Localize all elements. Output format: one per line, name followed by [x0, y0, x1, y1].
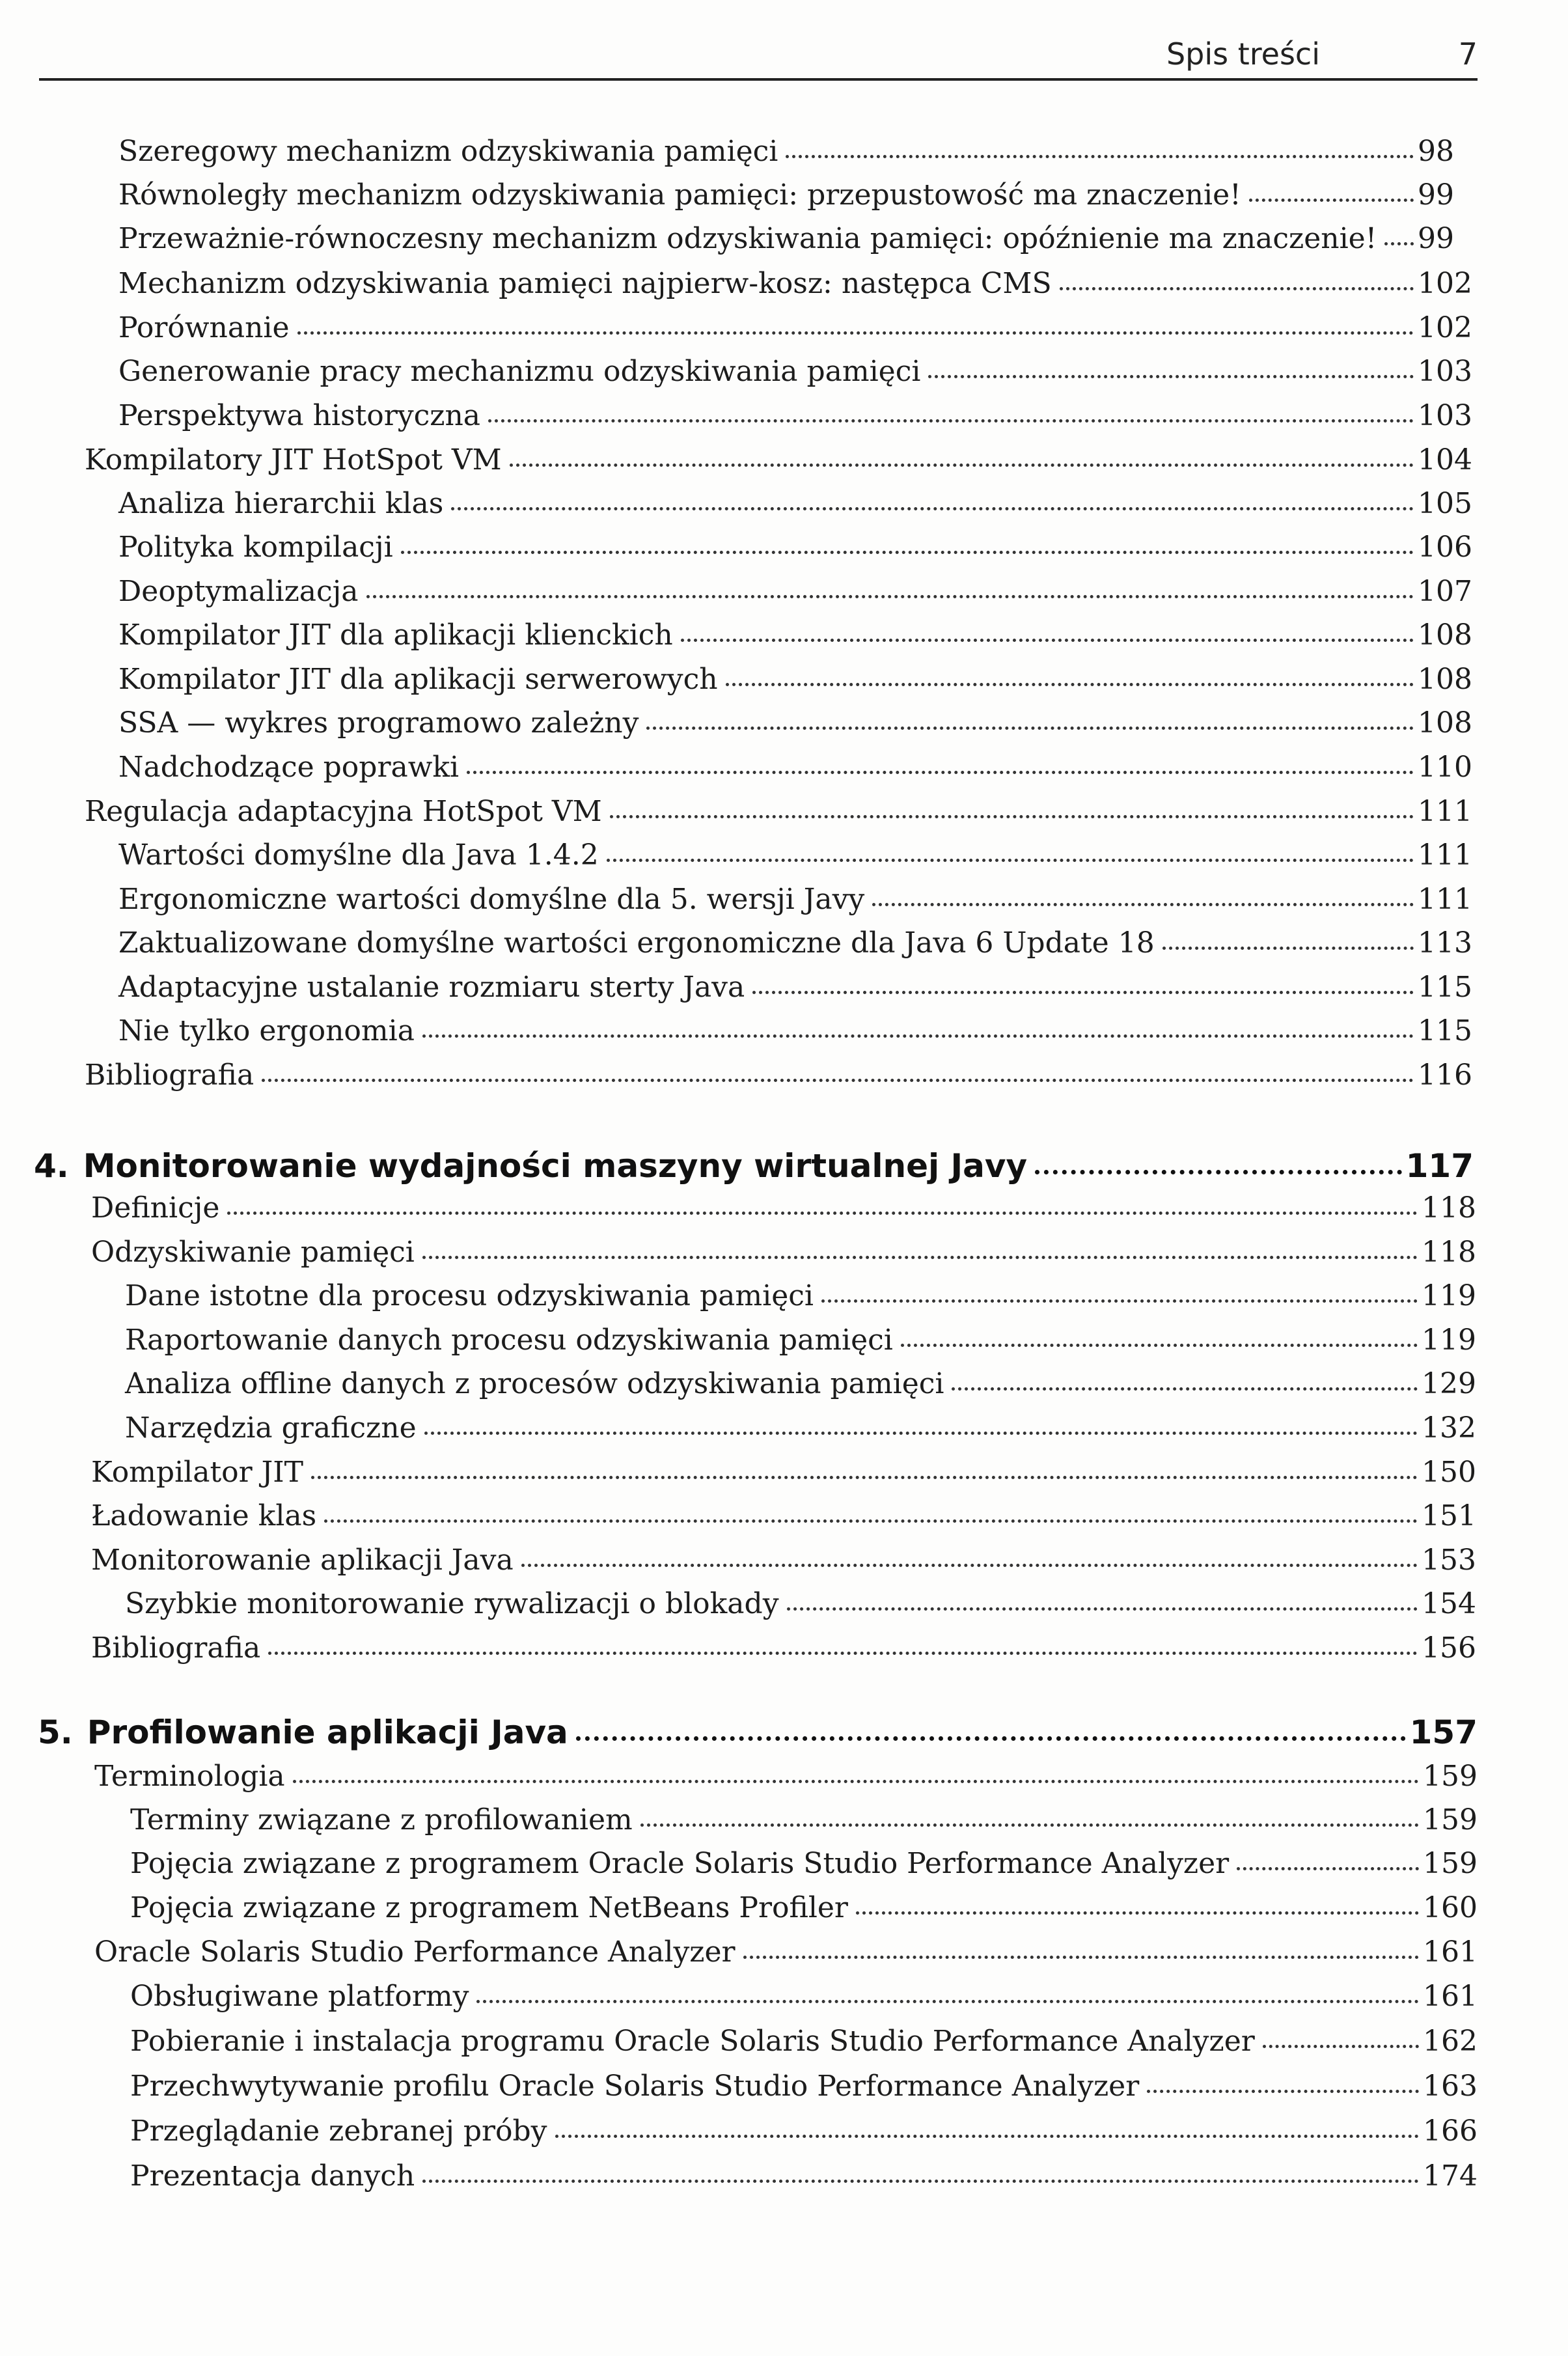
toc-entry[interactable] — [118, 883, 1472, 916]
dot-leader — [786, 148, 1414, 158]
dot-leader — [752, 984, 1414, 994]
chapter-page: 117 — [1405, 1147, 1474, 1185]
toc-entry-page: 163 — [1423, 2070, 1478, 2103]
toc-entry-title: Kompilatory JIT HotSpot VM — [85, 443, 502, 477]
toc-entry-title: Prezentacja danych — [130, 2159, 415, 2193]
toc-entry-page: 113 — [1418, 926, 1472, 960]
toc-entry-title: Kompilator JIT dla aplikacji serwerowych — [118, 663, 718, 696]
dot-leader — [422, 1249, 1418, 1259]
toc-entry-title: Przechwytywanie profilu Oracle Solaris Studio Performance Analyzer — [130, 2070, 1140, 2103]
dot-leader — [510, 457, 1414, 467]
toc-entry-page: 103 — [1418, 399, 1472, 432]
dot-leader — [952, 1381, 1418, 1391]
toc-entry[interactable] — [118, 355, 1472, 388]
toc-entry-page: 174 — [1423, 2159, 1478, 2193]
toc-entry-title: Analiza hierarchii klas — [118, 487, 444, 520]
toc-entry-title: Bibliografia — [85, 1059, 254, 1092]
dot-leader — [324, 1513, 1418, 1523]
toc-entry[interactable] — [130, 2114, 1478, 2148]
toc-entry[interactable] — [118, 838, 1472, 872]
dot-leader — [1147, 2083, 1419, 2093]
dot-leader — [1249, 192, 1414, 202]
dot-leader — [1384, 236, 1414, 245]
dot-leader — [1060, 281, 1414, 290]
dot-leader — [297, 325, 1414, 335]
toc-entry-page: 118 — [1422, 1236, 1476, 1269]
toc-entry[interactable] — [130, 1847, 1478, 1880]
toc-entry-page: 108 — [1418, 706, 1472, 740]
dot-leader — [424, 1425, 1418, 1435]
toc-entry[interactable] — [85, 795, 1472, 828]
dot-leader — [488, 413, 1414, 423]
toc-entry-page: 107 — [1418, 575, 1472, 608]
toc-entry[interactable] — [130, 1891, 1478, 1924]
dot-leader — [787, 1601, 1418, 1611]
chapter-number: 4. — [34, 1147, 69, 1185]
toc-entry-title: Oracle Solaris Studio Performance Analyzer — [94, 1935, 736, 1969]
toc-entry-title: Generowanie pracy mechanizmu odzyskiwania pamięci — [118, 355, 921, 388]
dot-leader — [1162, 940, 1414, 950]
toc-entry[interactable] — [118, 531, 1472, 564]
toc-entry[interactable] — [118, 178, 1454, 212]
toc-entry-title: Szeregowy mechanizm odzyskiwania pamięci — [118, 135, 778, 168]
toc-entry[interactable] — [118, 971, 1472, 1004]
toc-entry[interactable] — [118, 267, 1472, 300]
toc-chapter-4[interactable] — [34, 1147, 1474, 1185]
dot-leader — [821, 1293, 1418, 1303]
toc-entry[interactable] — [91, 1191, 1476, 1225]
toc-entry-page: 129 — [1422, 1367, 1476, 1400]
toc-entry-page: 116 — [1418, 1059, 1472, 1092]
dot-leader — [640, 1817, 1419, 1827]
toc-entry-page: 151 — [1422, 1499, 1476, 1532]
toc-entry-page: 102 — [1418, 311, 1472, 344]
toc-entry-page: 161 — [1423, 1935, 1478, 1969]
toc-entry[interactable] — [118, 663, 1472, 696]
toc-entry-title: Odzyskiwanie pamięci — [91, 1236, 415, 1269]
toc-entry[interactable] — [91, 1456, 1476, 1489]
toc-entry-title: Równoległy mechanizm odzyskiwania pamięci: przepustowość ma znaczenie! — [118, 178, 1241, 212]
toc-entry-page: 99 — [1418, 222, 1454, 255]
toc-entry[interactable] — [125, 1587, 1476, 1620]
toc-entry[interactable] — [94, 1760, 1478, 1793]
toc-entry-title: Porównanie — [118, 311, 290, 344]
dot-leader — [1035, 1163, 1402, 1174]
toc-entry-title: Pojęcia związane z programem Oracle Solaris Studio Performance Analyzer — [130, 1847, 1230, 1880]
toc-entry[interactable] — [118, 706, 1472, 740]
toc-entry-title: Narzędzia graficzne — [125, 1411, 417, 1445]
toc-entry-title: Kompilator JIT dla aplikacji klienckich — [118, 618, 673, 652]
dot-leader — [856, 1905, 1419, 1915]
toc-entry-page: 162 — [1423, 2025, 1478, 2058]
toc-entry[interactable] — [118, 618, 1472, 652]
toc-entry-title: Deoptymalizacja — [118, 575, 359, 608]
dot-leader — [262, 1072, 1414, 1082]
dot-leader — [901, 1337, 1418, 1347]
dot-leader — [607, 852, 1414, 862]
dot-leader — [646, 720, 1414, 730]
toc-entry-title: Przeważnie-równoczesny mechanizm odzyskiwania pamięci: opóźnienie ma znaczenie! — [118, 222, 1377, 255]
toc-entry-title: Ergonomiczne wartości domyślne dla 5. wersji Javy — [118, 883, 865, 916]
toc-entry[interactable] — [118, 487, 1472, 520]
dot-leader — [451, 501, 1414, 510]
toc-entry[interactable] — [130, 1980, 1478, 2013]
dot-leader — [268, 1645, 1418, 1655]
toc-entry-page: 160 — [1423, 1891, 1478, 1924]
toc-entry-title: Bibliografia — [91, 1631, 261, 1665]
dot-leader — [293, 1773, 1419, 1783]
chapter-page: 157 — [1409, 1713, 1478, 1751]
toc-entry-page: 99 — [1418, 178, 1454, 212]
dot-leader — [521, 1557, 1418, 1567]
dot-leader — [726, 676, 1414, 686]
toc-entry-title: Monitorowanie aplikacji Java — [91, 1544, 514, 1577]
dot-leader — [422, 1028, 1414, 1038]
toc-entry[interactable] — [118, 1014, 1472, 1047]
dot-leader — [366, 589, 1414, 598]
chapter-title: Profilowanie aplikacji Java — [87, 1713, 568, 1751]
toc-entry-title: Nadchodzące poprawki — [118, 751, 460, 784]
toc-entry-page: 102 — [1418, 267, 1472, 300]
running-header-title: Spis treści — [1166, 36, 1320, 72]
toc-entry[interactable] — [91, 1499, 1476, 1532]
toc-entry[interactable] — [118, 751, 1472, 784]
dot-leader — [872, 896, 1414, 906]
toc-entry-page: 111 — [1418, 795, 1472, 828]
dot-leader — [743, 1949, 1419, 1959]
toc-entry[interactable] — [118, 926, 1472, 960]
toc-entry-title: Mechanizm odzyskiwania pamięci najpierw-kosz: następca CMS — [118, 267, 1052, 300]
dot-leader — [928, 368, 1414, 378]
toc-entry-page: 111 — [1418, 883, 1472, 916]
toc-entry[interactable] — [91, 1631, 1476, 1665]
toc-entry-title: Pobieranie i instalacja programu Oracle Solaris Studio Performance Analyzer — [130, 2025, 1255, 2058]
dot-leader — [1237, 1861, 1419, 1870]
toc-entry-title: Definicje — [91, 1191, 220, 1225]
running-header-page-number: 7 — [1458, 36, 1478, 72]
toc-entry-page: 115 — [1418, 971, 1472, 1004]
toc-entry-title: Dane istotne dla procesu odzyskiwania pamięci — [125, 1279, 814, 1312]
toc-entry-title: Raportowanie danych procesu odzyskiwania pamięci — [125, 1324, 893, 1357]
toc-entry-title: Analiza offline danych z procesów odzyskiwania pamięci — [125, 1367, 944, 1400]
toc-entry-title: Pojęcia związane z programem NetBeans Profiler — [130, 1891, 848, 1924]
toc-entry-page: 106 — [1418, 531, 1472, 564]
toc-entry-title: Szybkie monitorowanie rywalizacji o blokady — [125, 1587, 779, 1620]
toc-entry[interactable] — [130, 1803, 1478, 1836]
toc-entry-title: Terminy związane z profilowaniem — [130, 1803, 633, 1836]
toc-entry[interactable] — [125, 1367, 1476, 1400]
toc-entry-page: 153 — [1422, 1544, 1476, 1577]
toc-entry-page: 118 — [1422, 1191, 1476, 1225]
toc-entry-page: 159 — [1423, 1803, 1478, 1836]
toc-entry[interactable] — [94, 1935, 1478, 1969]
toc-entry-page: 105 — [1418, 487, 1472, 520]
toc-entry-title: Ładowanie klas — [91, 1499, 317, 1532]
dot-leader — [467, 764, 1414, 774]
toc-entry-page: 150 — [1422, 1456, 1476, 1489]
dot-leader — [681, 632, 1414, 642]
toc-entry[interactable] — [118, 311, 1472, 344]
dot-leader — [401, 544, 1414, 554]
toc-entry-title: Obsługiwane platformy — [130, 1980, 469, 2013]
toc-entry-title: Polityka kompilacji — [118, 531, 393, 564]
toc-entry-page: 119 — [1422, 1324, 1476, 1357]
toc-entry-page: 98 — [1418, 135, 1454, 168]
toc-entry[interactable] — [125, 1411, 1476, 1445]
toc-entry-page: 159 — [1423, 1847, 1478, 1880]
dot-leader — [555, 2128, 1419, 2138]
dot-leader — [576, 1730, 1406, 1741]
toc-entry-page: 166 — [1423, 2114, 1478, 2148]
toc-entry-title: Przeglądanie zebranej próby — [130, 2114, 547, 2148]
toc-entry-page: 119 — [1422, 1279, 1476, 1312]
toc-entry[interactable] — [125, 1279, 1476, 1312]
dot-leader — [227, 1205, 1418, 1215]
toc-chapter-5[interactable] — [38, 1713, 1478, 1751]
toc-entry[interactable] — [130, 2025, 1478, 2058]
toc-entry-title: Adaptacyjne ustalanie rozmiaru sterty Java — [118, 971, 745, 1004]
toc-entry-title: SSA — wykres programowo zależny — [118, 706, 639, 740]
toc-entry-title: Wartości domyślne dla Java 1.4.2 — [118, 838, 599, 872]
toc-entry-page: 110 — [1418, 751, 1472, 784]
toc-entry[interactable] — [130, 2070, 1478, 2103]
toc-entry-page: 111 — [1418, 838, 1472, 872]
toc-entry-page: 154 — [1422, 1587, 1476, 1620]
chapter-title: Monitorowanie wydajności maszyny wirtualnej Javy — [83, 1147, 1028, 1185]
toc-entry-title: Zaktualizowane domyślne wartości ergonomiczne dla Java 6 Update 18 — [118, 926, 1155, 960]
dot-leader — [311, 1469, 1418, 1479]
toc-entry-page: 108 — [1418, 663, 1472, 696]
running-header — [39, 33, 1478, 81]
toc-entry-page: 108 — [1418, 618, 1472, 652]
toc-entry[interactable] — [118, 222, 1454, 255]
toc-entry[interactable] — [118, 135, 1454, 168]
dot-leader — [1263, 2038, 1419, 2048]
toc-entry-title: Regulacja adaptacyjna HotSpot VM — [85, 795, 602, 828]
dot-leader — [476, 1993, 1419, 2003]
toc-entry-title: Terminologia — [94, 1760, 285, 1793]
toc-entry[interactable] — [118, 399, 1472, 432]
toc-entry-title: Kompilator JIT — [91, 1456, 304, 1489]
toc-entry[interactable] — [85, 1059, 1472, 1092]
dot-leader — [422, 2173, 1419, 2183]
toc-entry-page: 156 — [1422, 1631, 1476, 1665]
toc-entry[interactable] — [91, 1236, 1476, 1269]
toc-entry-page: 161 — [1423, 1980, 1478, 2013]
toc-entry-title: Perspektywa historyczna — [118, 399, 481, 432]
toc-entry-page: 132 — [1422, 1411, 1476, 1445]
toc-entry-page: 104 — [1418, 443, 1472, 477]
toc-entry[interactable] — [91, 1544, 1476, 1577]
toc-entry-title: Nie tylko ergonomia — [118, 1014, 415, 1047]
toc-entry[interactable] — [85, 443, 1472, 477]
toc-entry[interactable] — [118, 575, 1472, 608]
toc-entry[interactable] — [130, 2159, 1478, 2193]
toc-entry-page: 159 — [1423, 1760, 1478, 1793]
dot-leader — [610, 809, 1414, 818]
toc-entry-page: 115 — [1418, 1014, 1472, 1047]
toc-entry-page: 103 — [1418, 355, 1472, 388]
toc-entry[interactable] — [125, 1324, 1476, 1357]
chapter-number: 5. — [38, 1713, 73, 1751]
